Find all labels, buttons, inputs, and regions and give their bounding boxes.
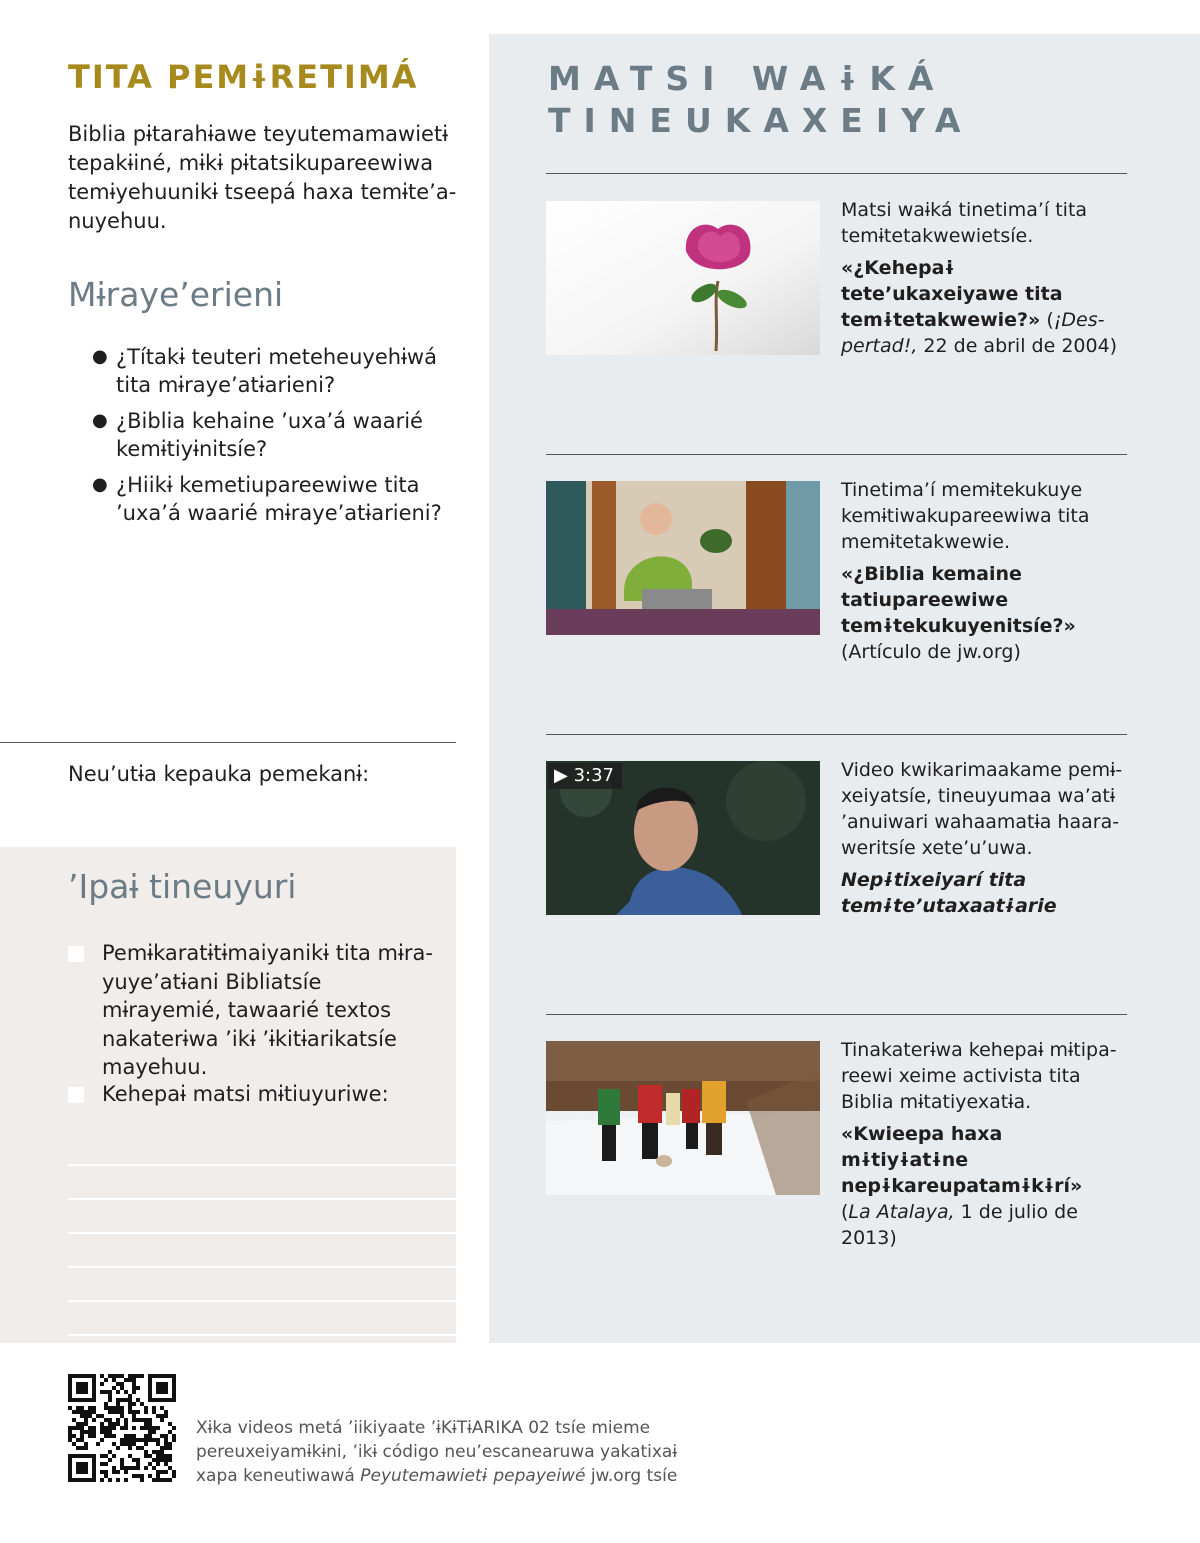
entry-reference: «Kwieepa haxa mɨtiyɨatɨne nepɨkareupatamɨkɨrí» (La Atalaya, 1 de julio de 2013): [841, 1123, 1083, 1249]
man-looking-up-icon[interactable]: [546, 761, 820, 915]
entry-title[interactable]: «Kwieepa haxa mɨtiyɨatɨne nepɨkareupatamɨkɨrí»: [841, 1123, 1083, 1197]
qr-code-icon[interactable]: [68, 1374, 176, 1482]
bullet-icon: ●: [92, 474, 108, 495]
entry-reference: «¿Biblia kemaine tatiupareewiwe temɨtekukuyenitsíe?» (Artículo de jw.org): [841, 563, 1076, 663]
goals-box: [0, 847, 456, 1343]
goals-heading: ’Ipaɨ tineuyuri: [68, 867, 297, 906]
writing-lines[interactable]: [68, 1132, 456, 1336]
goal-item: Kehepaɨ matsi mɨtiuyuriwe:: [68, 1080, 438, 1109]
footer-note: Xɨka videos metá ’iikiyaate ’ɨKɨTɨARIKA 02 tsíe mieme pereuxeiyamɨkɨni, ’ikɨ código neu’escanearuwa yakatixaɨ xapa keneutiwawá Peyutemawietɨ pepayeiwé jw.org tsíe: [196, 1418, 678, 1486]
question-item: ● ¿Biblia kehaine ’uxa’á waarié kemɨtiyɨnitsíe?: [92, 409, 423, 461]
divider: [546, 454, 1127, 455]
entry-description: Video kwikarimaakame pemɨxeiyatsíe, tineuyumaa wa’atɨ ’anuiwari wahaamatɨa haaraweritsíe xete’u’uwa.: [841, 759, 1123, 859]
checkbox[interactable]: [68, 946, 84, 962]
divider: [0, 742, 456, 743]
section-title: MATSI WAɨKÁ TINEUKAXEIYA: [548, 59, 974, 140]
entry-description: Matsi waɨká tinetima’í tita temɨtetakwewietsíe.: [841, 199, 1088, 247]
checkbox[interactable]: [68, 1087, 84, 1103]
video-duration-badge: ▶ 3:37: [548, 763, 622, 789]
entry-reference: «¿Kehepaɨ tete’ukaxeiyawe tita temɨtetakwewie?» (¡Despertad!, 22 de abril de 2004): [841, 257, 1118, 357]
goal-item: Pemɨkaratɨtɨmaiyanikɨ tita mɨrayuye’atɨani Bibliatsíe mɨrayemié, tawaarié textos nakaterɨwa ’ikɨ ’ɨkitɨarikatsíe mayehuu.: [68, 939, 438, 1082]
questions-list: [92, 343, 452, 535]
entry-reference: [841, 867, 1131, 919]
bullet-icon: ●: [92, 410, 108, 431]
intro-paragraph: Biblia pɨtarahɨawe teyutemamawietɨ tepakɨiné, mɨkɨ pɨtatsikupareewiwa temɨyehuunikɨ tseepá haxa temɨte’anuyehuu.: [68, 122, 457, 233]
page-title: TITA PEMɨRETIMÁ: [68, 58, 419, 96]
entry-description: Tinetima’í memɨtekukuye kemɨtiwakupareewiwa tita memɨtetakwewie.: [841, 479, 1090, 553]
next-visit-label: Neu’utɨa kepauka pemekanɨ:: [68, 762, 370, 786]
divider: [546, 173, 1127, 174]
entry-title[interactable]: Nepɨtixeiyarí tita temɨte’utaxaatɨarie: [841, 869, 1057, 917]
entry-title[interactable]: «¿Biblia kemaine tatiupareewiwe temɨtekukuyenitsíe?»: [841, 563, 1076, 637]
man-in-wheelchair-icon[interactable]: [546, 481, 820, 635]
entry-title[interactable]: «¿Kehepaɨ tete’ukaxeiyawe tita temɨtetakwewie?»: [841, 257, 1063, 331]
question-item: ● ¿Hiikɨ kemetiupareewiwe tita ’uxa’á waarié mɨraye’atɨarieni?: [92, 473, 442, 525]
bullet-icon: ●: [92, 346, 108, 367]
divider: [546, 734, 1127, 735]
family-walking-snow-icon[interactable]: [546, 1041, 820, 1195]
entry-description: Tinakaterɨwa kehepaɨ mɨtipareewi xeime activista tita Biblia mɨtatiyexatɨa.: [841, 1039, 1117, 1113]
pink-flower-icon[interactable]: [546, 201, 820, 355]
question-item: ● ¿Títakɨ teuteri meteheuyehɨwá tita mɨraye’atɨarieni?: [92, 345, 437, 397]
divider: [546, 1014, 1127, 1015]
questions-heading: Mɨraye’erieni: [68, 275, 284, 314]
